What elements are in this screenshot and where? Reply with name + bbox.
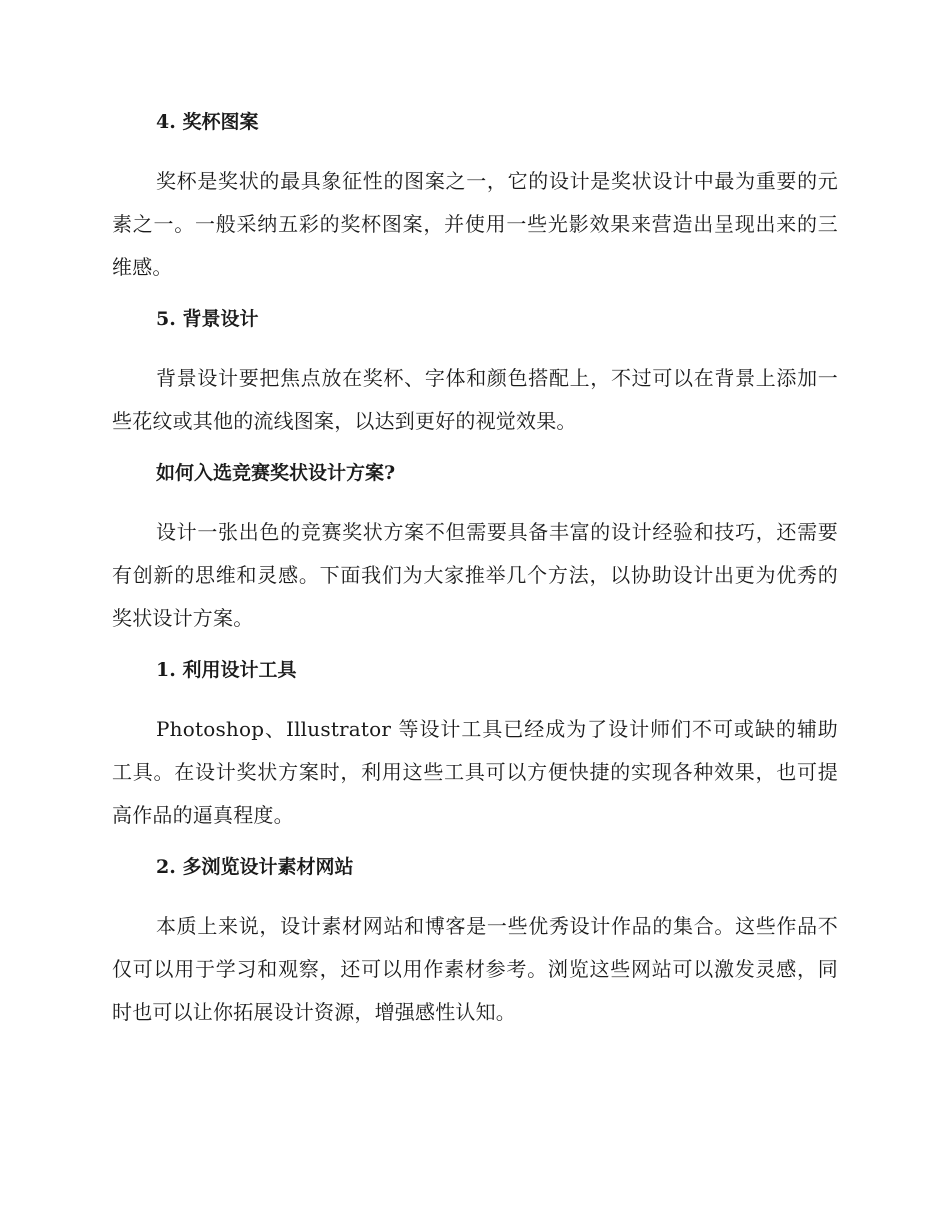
paragraph-material-sites: 本质上来说，设计素材网站和博客是一些优秀设计作品的集合。这些作品不仅可以用于学习和观察，还可以用作素材参考。浏览这些网站可以激发灵感，同时也可以让你拓展设计资源，增强感性认知。 [112, 914, 838, 1024]
paragraph-trophy: 奖杯是奖状的最具象征性的图案之一，它的设计是奖状设计中最为重要的元素之一。一般采纳五彩的奖杯图案，并使用一些光影效果来营造出呈现出来的三维感。 [112, 169, 838, 279]
section-heading-design-tools: 1. 利用设计工具 [156, 659, 297, 681]
section-heading-trophy: 4. 奖杯图案 [156, 111, 259, 133]
paragraph-design-tools: Photoshop、Illustrator 等设计工具已经成为了设计师们不可或缺的辅助工具。在设计奖状方案时，利用这些工具可以方便快捷的实现各种效果，也可提高作品的逼真程度。 [112, 717, 838, 827]
section-heading-background: 5. 背景设计 [156, 308, 259, 330]
paragraph-selection: 设计一张出色的竞赛奖状方案不但需要具备丰富的设计经验和技巧，还需要有创新的思维和灵感。下面我们为大家推举几个方法，以协助设计出更为优秀的奖状设计方案。 [112, 520, 838, 630]
paragraph-background: 背景设计要把焦点放在奖杯、字体和颜色搭配上，不过可以在背景上添加一些花纹或其他的流线图案，以达到更好的视觉效果。 [112, 366, 838, 433]
section-heading-selection: 如何入选竞赛奖状设计方案? [156, 462, 396, 484]
section-heading-material-sites: 2. 多浏览设计素材网站 [156, 856, 354, 878]
